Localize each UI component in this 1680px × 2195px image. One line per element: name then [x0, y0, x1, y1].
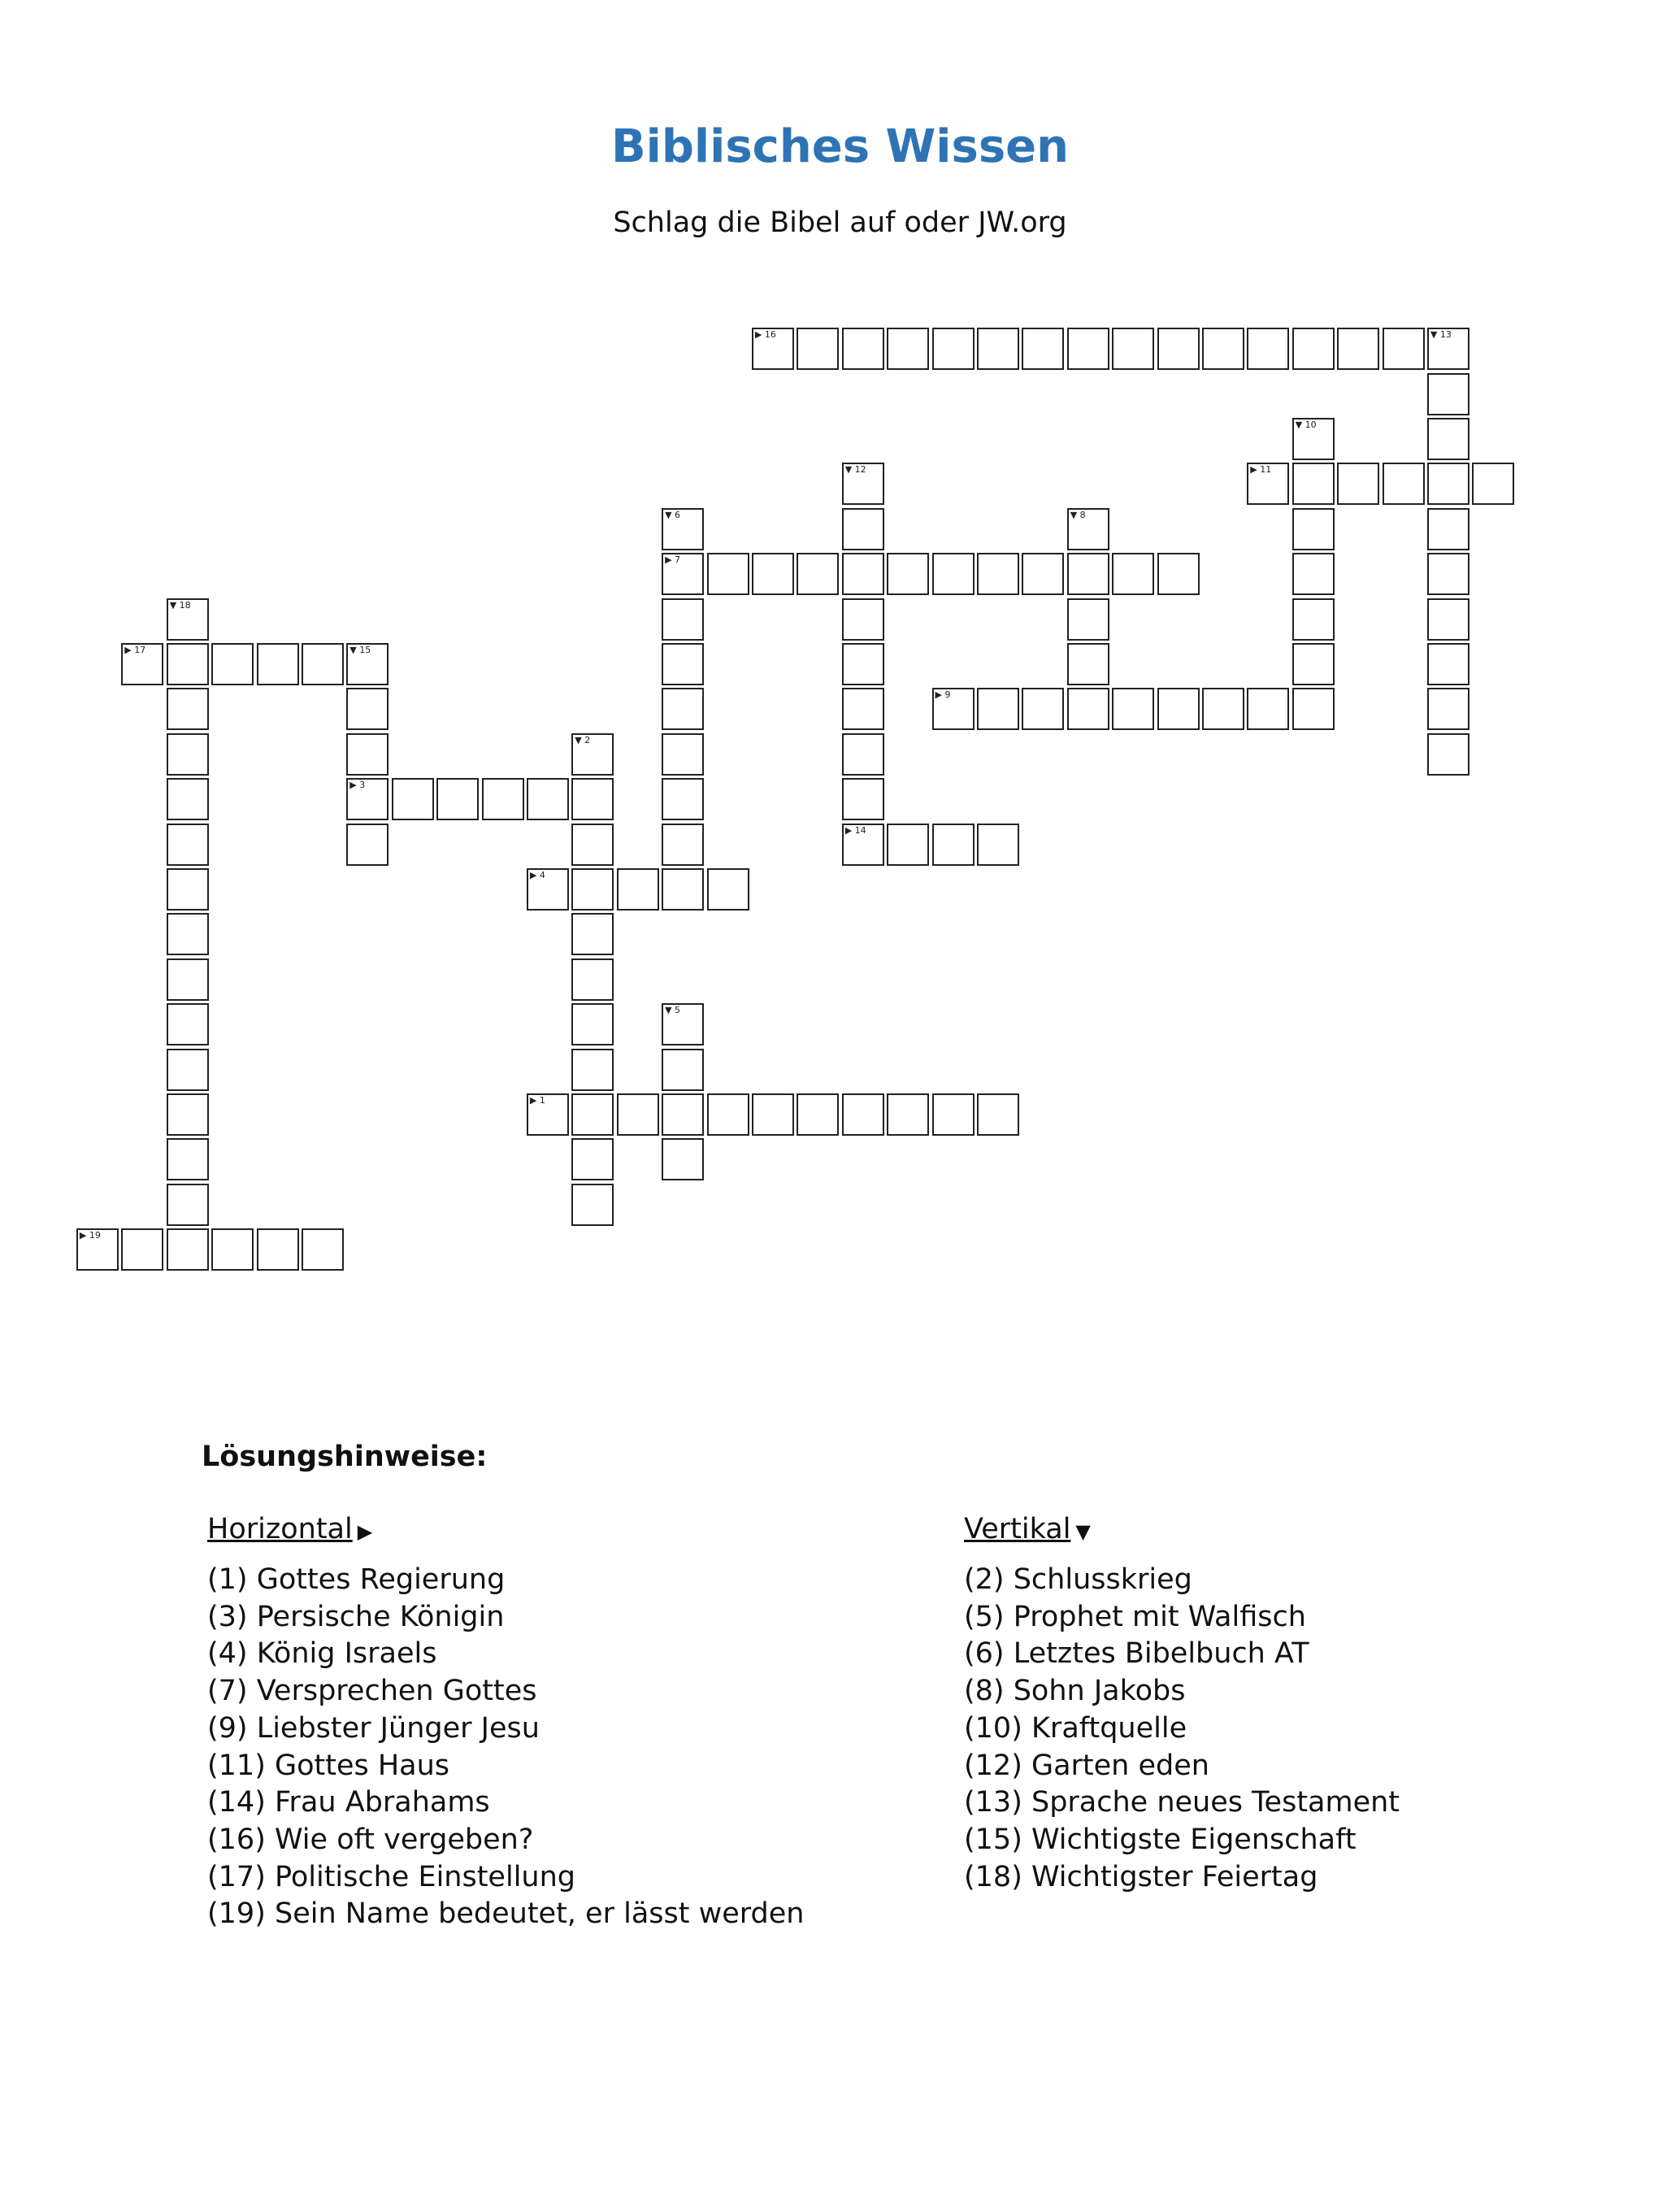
crossword-cell[interactable]: [167, 778, 209, 820]
clue-item: (9) Liebster Jünger Jesu: [207, 1711, 540, 1745]
clue-item: (8) Sohn Jakobs: [964, 1675, 1186, 1708]
crossword-cell[interactable]: [662, 598, 704, 641]
clue-number-label: [530, 870, 545, 880]
clue-number: 7: [671, 554, 681, 566]
arrow-right-icon: ▶: [124, 644, 132, 655]
crossword-cell[interactable]: [662, 1138, 704, 1180]
clue-item: (6) Letztes Bibelbuch AT: [964, 1637, 1309, 1671]
arrow-right-icon: ▶: [1250, 464, 1257, 476]
arrow-down-icon: ▼: [665, 509, 672, 520]
clue-number: 14: [852, 824, 866, 836]
crossword-cell[interactable]: [887, 328, 929, 370]
crossword-cell[interactable]: [1202, 688, 1244, 730]
crossword-cell[interactable]: [392, 778, 434, 820]
crossword-cell[interactable]: [842, 733, 884, 776]
clue-number-label: [665, 510, 680, 520]
crossword-cell[interactable]: [1157, 553, 1200, 595]
crossword-cell[interactable]: [571, 913, 614, 955]
clue-item: (10) Kraftquelle: [964, 1711, 1187, 1745]
crossword-cell[interactable]: [1247, 463, 1289, 505]
crossword-cell[interactable]: [1427, 553, 1469, 595]
crossword-cell[interactable]: [571, 1184, 614, 1226]
arrow-right-icon: ▶: [754, 329, 762, 341]
clue-number: 19: [86, 1230, 101, 1241]
crossword-cell[interactable]: [1067, 688, 1109, 730]
crossword-cell[interactable]: [211, 643, 254, 685]
arrow-right-icon: ▶: [79, 1230, 87, 1241]
clue-number: 1: [536, 1094, 545, 1106]
clue-number: 10: [1302, 419, 1317, 430]
crossword-cell[interactable]: [527, 778, 569, 820]
crossword-cell[interactable]: [1202, 328, 1244, 370]
crossword-cell[interactable]: [482, 778, 524, 820]
crossword-cell[interactable]: [211, 1228, 254, 1271]
horizontal-heading: [207, 1510, 804, 1550]
crossword-cell[interactable]: [1292, 508, 1335, 550]
crossword-cell[interactable]: [167, 1228, 209, 1271]
arrow-down-icon: ▼: [1075, 1520, 1091, 1543]
crossword-cell[interactable]: [1427, 463, 1469, 505]
crossword-cell[interactable]: [662, 733, 704, 776]
crossword-cell[interactable]: [167, 598, 209, 641]
clue-number: 13: [1437, 329, 1452, 341]
arrow-right-icon: ▶: [529, 869, 537, 880]
crossword-cell[interactable]: [1067, 598, 1109, 641]
arrow-down-icon: ▼: [1070, 509, 1078, 520]
clue-number: 12: [852, 464, 866, 476]
clue-number-label: [845, 825, 866, 836]
crossword-cell[interactable]: [662, 643, 704, 685]
page-title: Biblisches Wissen: [610, 120, 1070, 173]
crossword-cell[interactable]: [977, 328, 1019, 370]
crossword-cell[interactable]: [167, 1138, 209, 1180]
crossword-cell[interactable]: [346, 824, 389, 866]
clue-number-label: [124, 645, 145, 655]
clue-item: (15) Wichtigste Eigenschaft: [964, 1823, 1357, 1856]
vertical-clues-column: [964, 1510, 1400, 1896]
crossword-cell[interactable]: [436, 778, 479, 820]
clue-number: 16: [762, 329, 776, 341]
crossword-cell[interactable]: [752, 328, 794, 370]
horizontal-label: Horizontal: [207, 1513, 353, 1545]
crossword-cell[interactable]: [842, 328, 884, 370]
clue-item: (14) Frau Abrahams: [207, 1786, 490, 1819]
crossword-cell[interactable]: [1067, 643, 1109, 685]
crossword-cell[interactable]: [977, 553, 1019, 595]
crossword-cell[interactable]: [932, 328, 975, 370]
clue-item: (4) König Israels: [207, 1637, 437, 1671]
crossword-cell[interactable]: [932, 688, 975, 730]
crossword-cell[interactable]: [167, 643, 209, 685]
clue-number-label: [1430, 329, 1452, 340]
clue-number: 4: [536, 869, 545, 880]
crossword-cell[interactable]: [1022, 328, 1064, 370]
clue-number: 9: [941, 689, 951, 701]
clue-number-label: [755, 329, 776, 340]
crossword-cell[interactable]: [1157, 328, 1200, 370]
crossword-cell[interactable]: [842, 688, 884, 730]
crossword-cell[interactable]: [1157, 688, 1200, 730]
clue-item: (3) Persische Königin: [207, 1600, 505, 1633]
clue-item: (12) Garten eden: [964, 1749, 1209, 1782]
crossword-cell[interactable]: [121, 1228, 163, 1271]
crossword-cell[interactable]: [842, 553, 884, 595]
clue-item: (16) Wie oft vergeben?: [207, 1823, 534, 1856]
crossword-cell[interactable]: [167, 824, 209, 866]
arrow-down-icon: ▼: [844, 464, 853, 476]
arrow-down-icon: ▼: [1295, 419, 1303, 430]
crossword-cell[interactable]: [167, 1003, 209, 1045]
crossword-cell[interactable]: [842, 598, 884, 641]
crossword-cell[interactable]: [662, 508, 704, 550]
crossword-cell[interactable]: [167, 1184, 209, 1226]
crossword-cell[interactable]: [1383, 463, 1425, 505]
arrow-right-icon: ▶: [665, 554, 672, 566]
clue-item: (18) Wichtigster Feiertag: [964, 1860, 1318, 1893]
vertical-heading: [964, 1510, 1400, 1550]
clue-item: (19) Sein Name bedeutet, er lässt werden: [207, 1897, 805, 1931]
arrow-down-icon: ▼: [169, 599, 177, 611]
crossword-cell[interactable]: [1022, 553, 1064, 595]
clue-number-label: [575, 735, 590, 745]
crossword-cell[interactable]: [257, 643, 299, 685]
crossword-cell[interactable]: [1427, 643, 1469, 685]
crossword-cell[interactable]: [842, 778, 884, 820]
crossword-cell[interactable]: [662, 1093, 704, 1136]
crossword-cell[interactable]: [662, 824, 704, 866]
crossword-cell[interactable]: [1247, 688, 1289, 730]
crossword-cell[interactable]: [346, 643, 389, 685]
crossword-cell[interactable]: [167, 1093, 209, 1136]
crossword-cell[interactable]: [887, 824, 929, 866]
arrow-right-icon: ▶: [529, 1094, 537, 1106]
clue-number: 2: [581, 734, 591, 745]
clue-item: (2) Schlusskrieg: [964, 1563, 1192, 1596]
clue-number-label: [936, 689, 951, 700]
crossword-cell[interactable]: [842, 824, 884, 866]
crossword-cell[interactable]: [1383, 328, 1425, 370]
crossword-cell[interactable]: [887, 1093, 929, 1136]
crossword-cell[interactable]: [571, 1049, 614, 1091]
crossword-cell[interactable]: [707, 553, 749, 595]
clue-number-label: [665, 1005, 680, 1015]
crossword-cell[interactable]: [842, 508, 884, 550]
vertical-label: Vertikal: [964, 1513, 1071, 1545]
crossword-cell[interactable]: [571, 1003, 614, 1045]
crossword-cell[interactable]: [1292, 688, 1335, 730]
arrow-right-icon: ▶: [349, 780, 357, 791]
clue-number: 15: [356, 644, 371, 655]
crossword-cell[interactable]: [662, 778, 704, 820]
crossword-cell[interactable]: [571, 733, 614, 776]
crossword-cell[interactable]: [977, 1093, 1019, 1136]
crossword-cell[interactable]: [1112, 328, 1154, 370]
crossword-cell[interactable]: [1427, 418, 1469, 460]
crossword-cell[interactable]: [1292, 643, 1335, 685]
clue-item: (17) Politische Einstellung: [207, 1860, 576, 1893]
clue-number-label: [349, 780, 365, 790]
crossword-cell[interactable]: [1292, 463, 1335, 505]
horizontal-clue-list: [207, 1562, 804, 1933]
arrow-right-icon: ▶: [935, 689, 942, 701]
clue-number-label: [665, 554, 680, 565]
clue-item: (7) Versprechen Gottes: [207, 1675, 537, 1708]
crossword-cell[interactable]: [571, 958, 614, 1001]
arrow-down-icon: ▼: [1430, 329, 1438, 341]
crossword-cell[interactable]: [571, 868, 614, 911]
crossword-cell[interactable]: [1427, 733, 1469, 776]
clue-number-label: [1250, 464, 1271, 475]
horizontal-clues-column: [207, 1510, 804, 1933]
crossword-cell[interactable]: [1112, 688, 1154, 730]
arrow-down-icon: ▼: [349, 644, 357, 655]
hints-heading: Lösungshinweise:: [202, 1441, 488, 1473]
crossword-cell[interactable]: [707, 868, 749, 911]
crossword-cell[interactable]: [1247, 328, 1289, 370]
crossword-cell[interactable]: [571, 778, 614, 820]
crossword-cell[interactable]: [1067, 328, 1109, 370]
crossword-cell[interactable]: [571, 1093, 614, 1136]
crossword-cell[interactable]: [1427, 328, 1469, 370]
crossword-cell[interactable]: [167, 688, 209, 730]
clue-number-label: [530, 1095, 545, 1106]
arrow-right-icon: ▶: [844, 824, 853, 836]
clue-number-label: [1070, 510, 1086, 520]
crossword-cell[interactable]: [617, 1093, 659, 1136]
crossword-cell[interactable]: [662, 868, 704, 911]
crossword-cell[interactable]: [1067, 553, 1109, 595]
clue-number: 17: [131, 644, 146, 655]
crossword-cell[interactable]: [302, 1228, 344, 1271]
arrow-right-icon: ▶: [357, 1520, 373, 1543]
clue-item: (11) Gottes Haus: [207, 1749, 450, 1782]
crossword-cell[interactable]: [617, 868, 659, 911]
crossword-cell[interactable]: [346, 778, 389, 820]
clue-number-label: [170, 600, 191, 611]
crossword-cell[interactable]: [932, 824, 975, 866]
crossword-cell[interactable]: [527, 1093, 569, 1136]
crossword-cell[interactable]: [662, 1049, 704, 1091]
clue-number-label: [80, 1230, 101, 1241]
crossword-cell[interactable]: [167, 913, 209, 955]
crossword-cell[interactable]: [1292, 328, 1335, 370]
crossword-cell[interactable]: [1292, 598, 1335, 641]
crossword-cell[interactable]: [1292, 418, 1335, 460]
crossword-cell[interactable]: [1337, 328, 1379, 370]
crossword-cell[interactable]: [977, 824, 1019, 866]
crossword-cell[interactable]: [346, 688, 389, 730]
crossword-cell[interactable]: [167, 958, 209, 1001]
crossword-cell[interactable]: [167, 1049, 209, 1091]
crossword-cell[interactable]: [1292, 553, 1335, 595]
clue-item: (13) Sprache neues Testament: [964, 1786, 1400, 1819]
clue-number: 18: [176, 599, 191, 611]
crossword-cell[interactable]: [121, 643, 163, 685]
crossword-cell[interactable]: [977, 688, 1019, 730]
arrow-down-icon: ▼: [575, 734, 582, 745]
crossword-cell[interactable]: [1427, 508, 1469, 550]
crossword-cell[interactable]: [167, 733, 209, 776]
crossword-cell[interactable]: [662, 553, 704, 595]
crossword-cell[interactable]: [527, 868, 569, 911]
crossword-cell[interactable]: [1427, 373, 1469, 415]
crossword-cell[interactable]: [1112, 553, 1154, 595]
crossword-cell[interactable]: [1427, 598, 1469, 641]
crossword-cell[interactable]: [302, 643, 344, 685]
vertical-clue-list: [964, 1562, 1400, 1896]
clue-number: 8: [1077, 509, 1086, 520]
page-subtitle: Schlag die Bibel auf oder JW.org: [613, 206, 1067, 239]
clue-number-label: [1296, 419, 1317, 430]
crossword-cell[interactable]: [887, 553, 929, 595]
crossword-cell[interactable]: [662, 688, 704, 730]
crossword-cell[interactable]: [257, 1228, 299, 1271]
clue-number: 5: [671, 1005, 681, 1016]
crossword-cell[interactable]: [1067, 508, 1109, 550]
crossword-cell[interactable]: [571, 824, 614, 866]
crossword-cell[interactable]: [76, 1228, 119, 1271]
crossword-cell[interactable]: [571, 1138, 614, 1180]
arrow-down-icon: ▼: [665, 1005, 672, 1016]
clue-item: (5) Prophet mit Walfisch: [964, 1600, 1306, 1633]
crossword-cell[interactable]: [932, 553, 975, 595]
clue-number: 6: [671, 509, 681, 520]
crossword-cell[interactable]: [662, 1003, 704, 1045]
crossword-cell[interactable]: [752, 553, 794, 595]
crossword-cell[interactable]: [346, 733, 389, 776]
crossword-cell[interactable]: [842, 1093, 884, 1136]
clue-item: (1) Gottes Regierung: [207, 1563, 506, 1596]
crossword-cell[interactable]: [1427, 688, 1469, 730]
crossword-cell[interactable]: [1022, 688, 1064, 730]
crossword-cell[interactable]: [842, 643, 884, 685]
clue-number: 3: [356, 780, 366, 791]
clue-number-label: [845, 464, 866, 475]
crossword-cell[interactable]: [932, 1093, 975, 1136]
crossword-cell[interactable]: [707, 1093, 749, 1136]
crossword-cell[interactable]: [752, 1093, 794, 1136]
crossword-cell[interactable]: [1337, 463, 1379, 505]
crossword-cell[interactable]: [797, 328, 839, 370]
crossword-cell[interactable]: [797, 553, 839, 595]
crossword-cell[interactable]: [842, 463, 884, 505]
crossword-cell[interactable]: [167, 868, 209, 911]
crossword-cell[interactable]: [797, 1093, 839, 1136]
clue-number: 11: [1257, 464, 1272, 476]
crossword-cell[interactable]: [1472, 463, 1514, 505]
clue-number-label: [349, 645, 371, 655]
